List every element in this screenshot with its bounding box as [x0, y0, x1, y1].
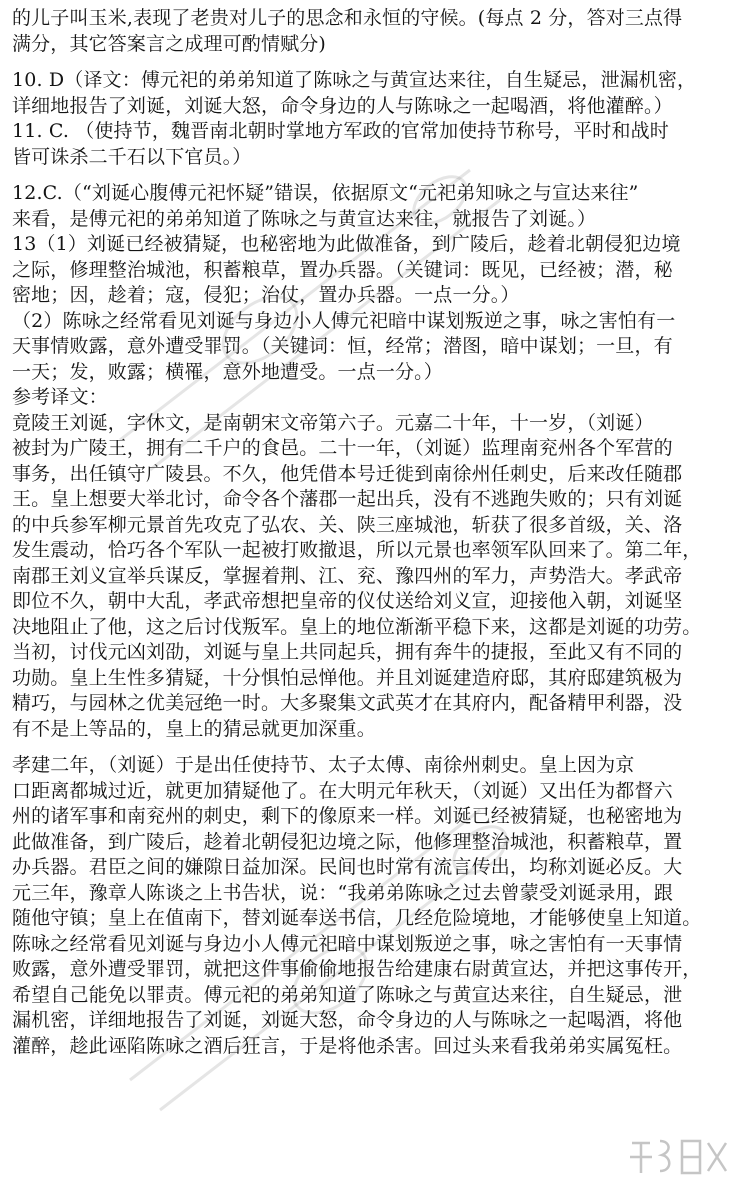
text-line: 被封为广陵王，拥有二千户的食邑。二十一年，（刘诞）监理南兖州各个军营的 [12, 437, 673, 459]
text-line: 功勋。皇上生性多猜疑，十分惧怕忌惮他。并且刘诞建造府邸，其府邸建筑极为 [12, 666, 683, 689]
text-line: 一天；发，败露；横罹，意外地遭受。一点一分。） [12, 360, 443, 383]
text-line: 王。皇上想要大举北讨，命令各个藩郡一起出兵，没有不逃跑失败的；只有刘诞 [12, 488, 683, 510]
text-line: 来看，是傅元祀的弟弟知道了陈咏之与黄宣达来往，就报告了刘诞。） [12, 207, 597, 230]
text-line: 灌醉，趁此诬陷陈咏之酒后狂言，于是将他杀害。回过头来看我弟弟实属冤枉。 [12, 1034, 683, 1057]
translation-paragraph-2 [12, 753, 728, 1059]
text-line: 满分，其它答案言之成理可酌情赋分) [12, 32, 326, 55]
text-line: 口距离都城过近，就更加猜疑他了。在大明元年秋天，（刘诞）又出任为都督六 [12, 779, 673, 802]
reference-translation-title: 参考译文： [12, 386, 108, 408]
text-line: 详细地报告了刘诞，刘诞大怒，命令身边的人与陈咏之一起喝酒，将他灌醉。） [12, 94, 673, 117]
text-line: 办兵器。君臣之间的嫌隙日益加深。民间也时常有流言传出，均称刘诞必反。大 [12, 856, 683, 878]
text-line: 的中兵参军柳元景首先攻克了弘农、关、陕三座城池，斩获了很多首级，关、洛 [12, 513, 683, 536]
text-line: 发生震动，恰巧各个军队一起被打败撤退，所以元景也率领军队回来了。第二年， [12, 539, 702, 561]
text-line: 10. D（译文：傅元祀的弟弟知道了陈咏之与黄宣达来往，自生疑忌，泄漏机密， [12, 69, 697, 91]
text-line: 漏机密，详细地报告了刘诞，刘诞大怒，命令身边的人与陈咏之一起喝酒，将他 [12, 1009, 683, 1031]
text-line: 元三年，豫章人陈谈之上书告状，说：“我弟弟陈咏之过去曾蒙受刘诞录用，跟 [12, 881, 673, 904]
answer-q11 [12, 119, 728, 170]
text-line: 精巧，与园林之优美冠绝一时。大多聚集文武英才在其府内，配备精甲利器，没 [12, 692, 683, 714]
corner-logo-watermark [624, 1129, 734, 1189]
answer-q12 [12, 181, 728, 232]
text-line: 孝建二年，（刘诞）于是出任使持节、太子太傅、南徐州刺史。皇上因为京 [12, 754, 635, 776]
text-line: 此做准备，到广陵后，趁着北朝侵犯边境之际，他修理整治城池，积蓄粮草，置 [12, 830, 683, 853]
text-line: （2）陈咏之经常看见刘诞与身边小人傅元祀暗中谋划叛逆之事，咏之害怕有一 [12, 309, 676, 332]
text-line: 当初，讨伐元凶刘劭，刘诞与皇上共同起兵，拥有奔牛的捷报，至此又有不同的 [12, 641, 683, 663]
answer-document [12, 6, 728, 1059]
text-line: 皆可诛杀二千石以下官员。） [12, 145, 252, 168]
text-line: 竟陵王刘诞，字休文，是南朝宋文帝第六子。元嘉二十年，十一岁，（刘诞） [12, 411, 654, 434]
text-line: 败露，意外遭受罪罚，就把这件事偷偷地报告给建康右尉黄宣达，并把这事传开， [12, 958, 702, 980]
text-line: 11. C. （使持节，魏晋南北朝时掌地方军政的官常加使持节称号，平时和战时 [12, 120, 669, 142]
text-line: 希望自己能免以罪责。傅元祀的弟弟知道了陈咏之与黄宣达来往，自生疑忌，泄 [12, 983, 683, 1006]
text-line: 南郡王刘义宣举兵谋反，掌握着荆、江、兖、豫四州的军力，声势浩大。孝武帝 [12, 564, 683, 587]
text-line: 州的诸军事和南兖州的刺史，剩下的像原来一样。刘诞已经被猜疑，也秘密地为 [12, 805, 683, 827]
answer-p9-continuation [12, 6, 728, 57]
text-line: 陈咏之经常看见刘诞与身边小人傅元祀暗中谋划叛逆之事，咏之害怕有一天事情 [12, 932, 683, 955]
text-line: 有不是上等品的，皇上的猜忌就更加深重。 [12, 717, 376, 740]
answer-q10 [12, 68, 728, 119]
text-line: 天事情败露，意外遭受罪罚。（关键词：恒，经常；潜图，暗中谋划；一旦，有 [12, 335, 673, 357]
text-line: 事务，出任镇守广陵县。不久，他凭借本号迁徙到南徐州任刺史，后来改任随郡 [12, 462, 683, 485]
text-line: 12.C.（“刘诞心腹傅元祀怀疑”错误，依据原文“元祀弟知咏之与宣达来往” [12, 182, 639, 204]
text-line: 之际，修理整治城池，积蓄粮草，置办兵器。（关键词：既见，已经被；潜，秘 [12, 258, 673, 281]
text-line: 13（1）刘诞已经被猜疑，也秘密地为此做准备，到广陵后，趁着北朝侵犯边境 [12, 233, 681, 255]
text-line: 随他守镇；皇上在值南下，替刘诞奉送书信，几经危险境地，才能够使皇上知道。 [12, 907, 702, 929]
translation-paragraph-1 [12, 411, 728, 743]
text-line: 即位不久，朝中大乱，孝武帝想把皇帝的仪仗送给刘义宣，迎接他入朝，刘诞坚 [12, 590, 683, 612]
text-line: 的儿子叫玉米,表现了老贵对儿子的思念和永恒的守候。(每点 2 分，答对三点得 [12, 7, 683, 29]
text-line: 密地；因，趁着；寇，侵犯；治仗，置办兵器。一点一分。） [12, 284, 520, 306]
answer-q13 [12, 232, 728, 385]
text-line: 决地阻止了他，这之后讨伐叛军。皇上的地位渐渐平稳下来，这都是刘诞的功劳。 [12, 615, 702, 638]
